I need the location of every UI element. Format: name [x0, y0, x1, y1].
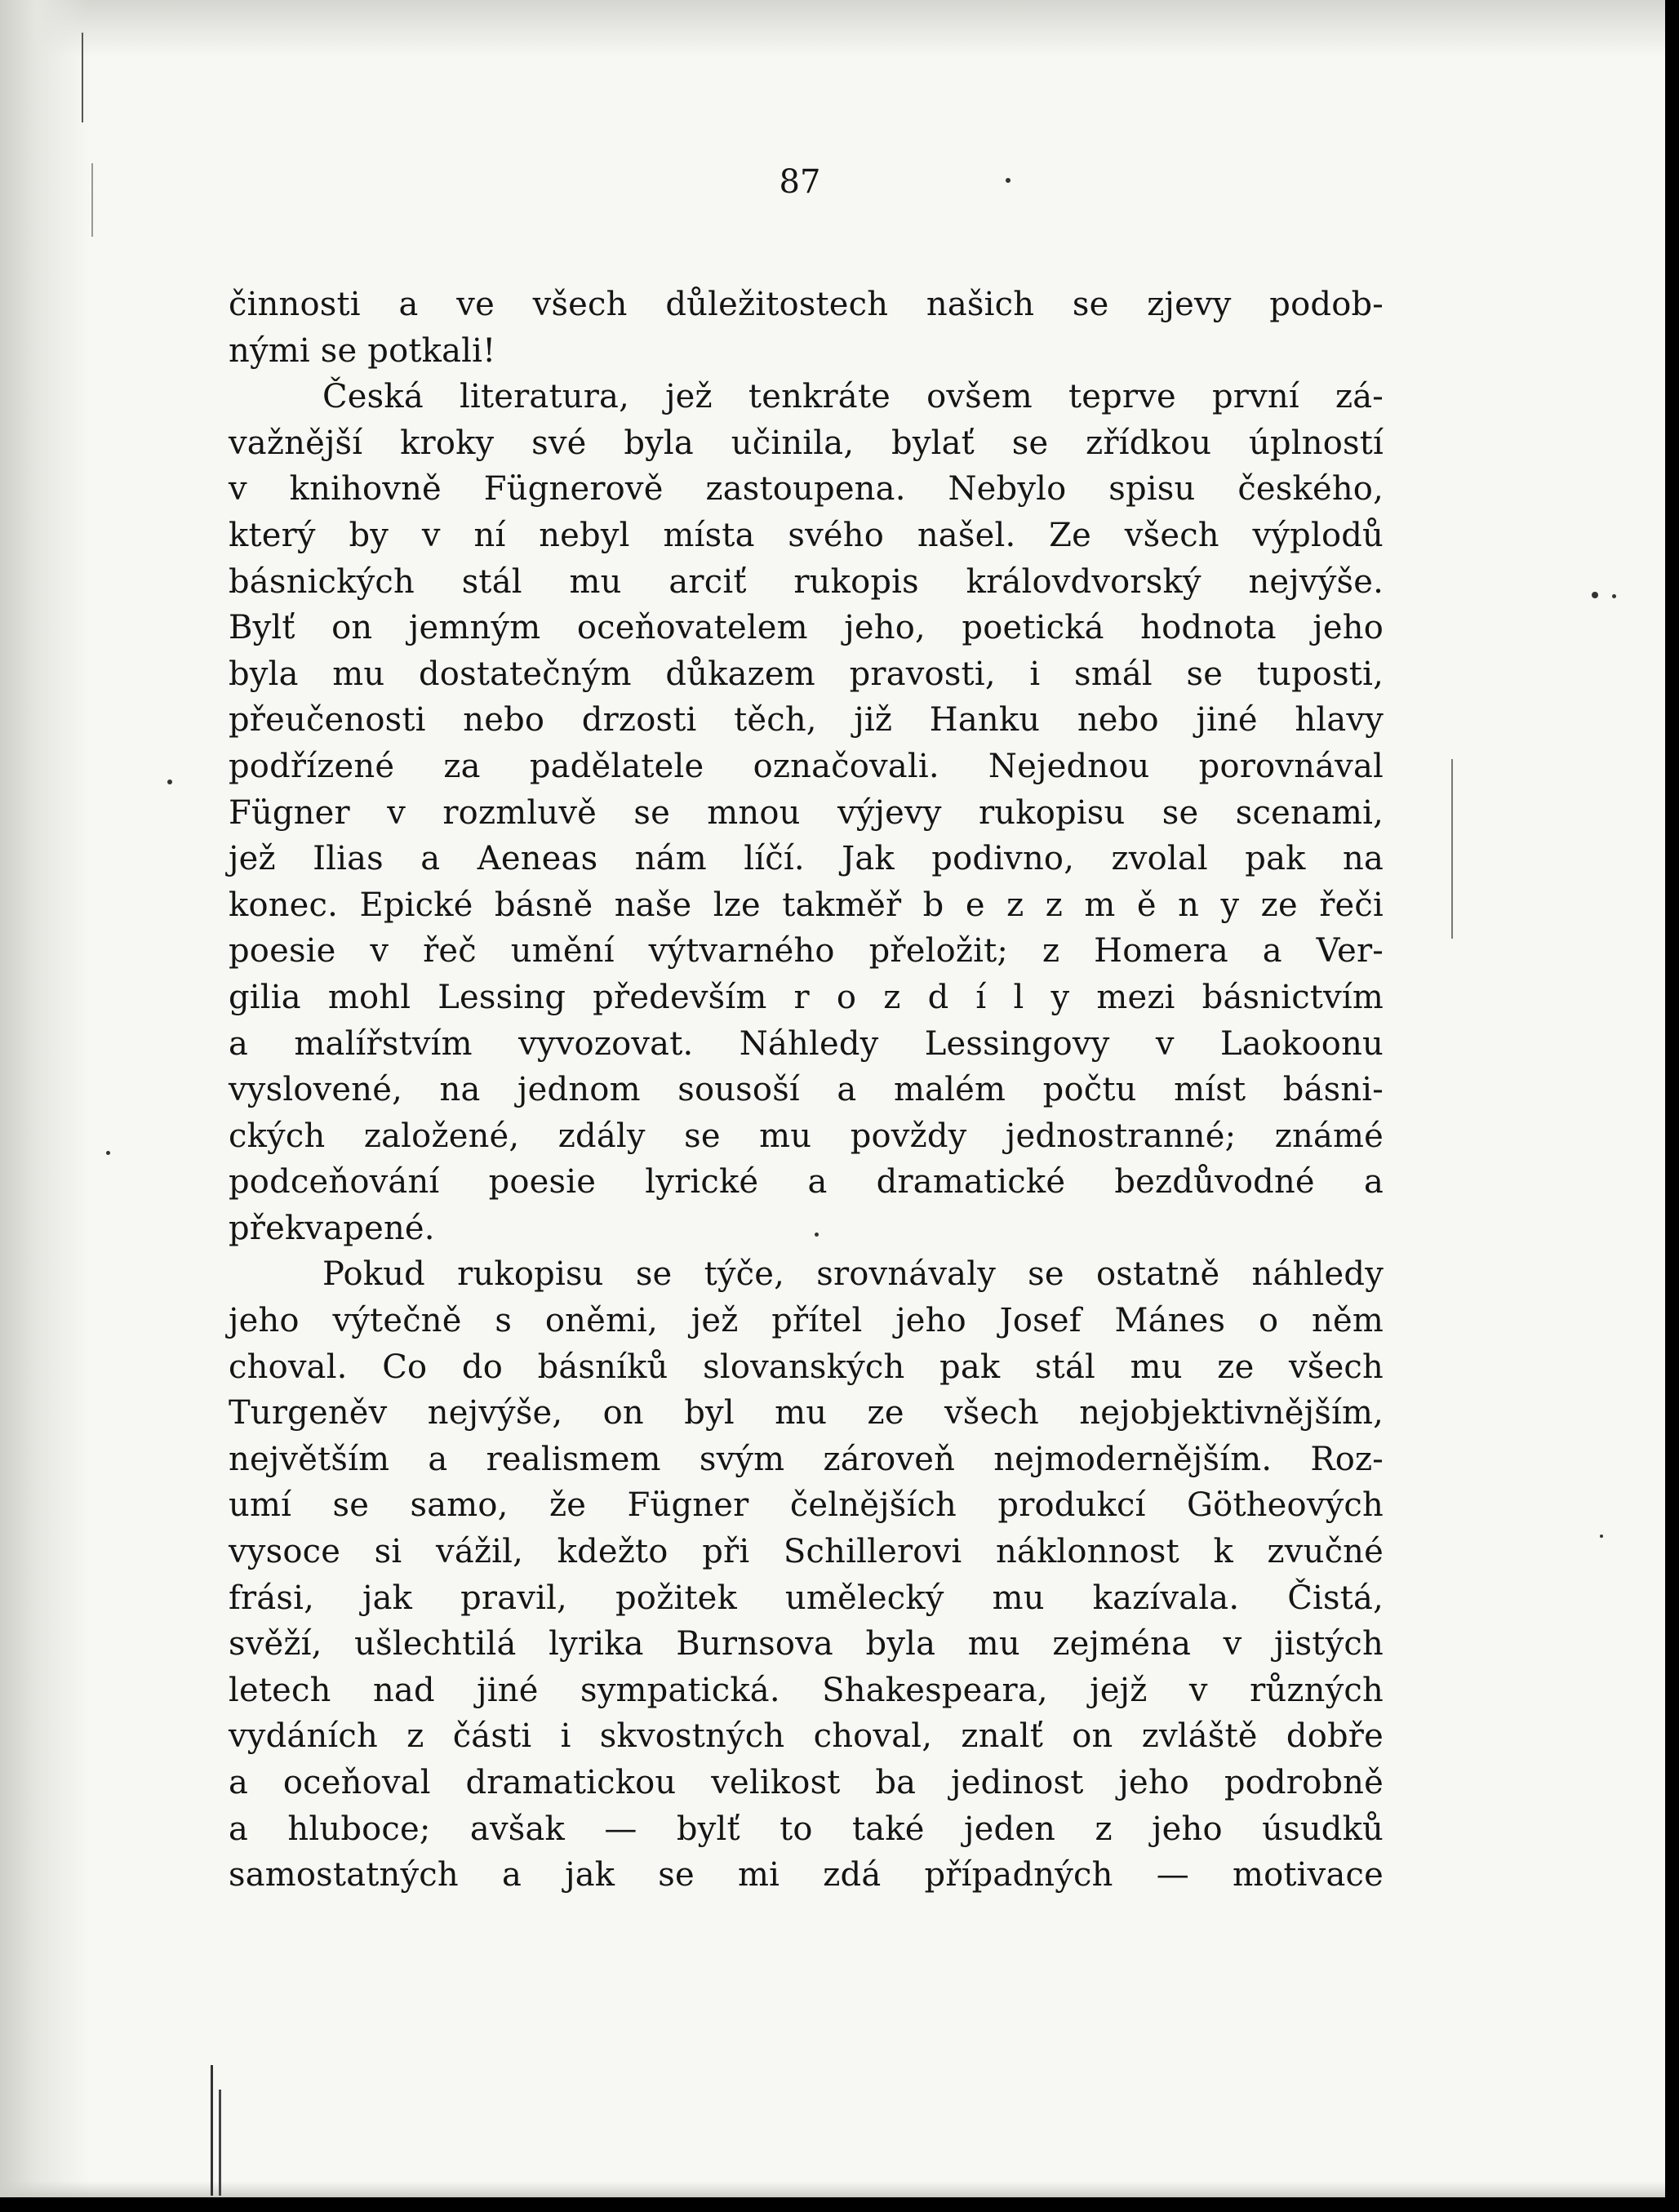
text-line: byla mu dostatečným důkazem pravosti, i smál se tuposti,: [229, 655, 1384, 693]
text-line: v knihovně Fügnerově zastoupena. Nebylo spisu českého,: [229, 470, 1384, 509]
text-line: umí se samo, že Fügner čelnějších produkcí Götheových: [229, 1486, 1384, 1525]
text-line: překvapené.: [229, 1209, 435, 1247]
scan-artifact-line: [219, 2090, 221, 2196]
text-line: vydáních z části i skvostných choval, znalť on zvláště dobře: [229, 1717, 1384, 1756]
scan-artifact-line: [91, 163, 93, 237]
scan-speck: [1592, 592, 1598, 598]
body-text: [229, 282, 1384, 1899]
text-line: básnických stál mu arciť rukopis královdvorský nejvýše.: [229, 562, 1384, 601]
text-line: Turgeněv nejvýše, on byl mu ze všech nejobjektivnějším,: [229, 1394, 1384, 1432]
scan-speck: [1600, 1535, 1603, 1538]
text-line: ckých založené, zdály se mu povždy jednostranné; známé: [229, 1117, 1384, 1155]
text-line: a malířstvím vyvozovat. Náhledy Lessingovy v Laokoonu: [229, 1024, 1384, 1063]
text-line: činnosti a ve všech důležitostech našich se zjevy podob-: [229, 286, 1384, 323]
text-line: jeho výtečně s oněmi, jež přítel jeho Josef Mánes o něm: [229, 1302, 1384, 1340]
text-line: važnější kroky své byla učinila, bylať se zřídkou úplností: [229, 424, 1384, 462]
scan-speck: [1612, 594, 1616, 598]
page-left-shadow: [0, 0, 90, 2197]
text-line: gilia mohl Lessing především r o z d í l y mezi básnictvím: [229, 978, 1384, 1016]
scan-speck: [167, 780, 172, 784]
text-line: Fügner v rozmluvě se mnou výjevy rukopisu se scenami,: [229, 793, 1384, 832]
text-line: Česká literatura, jež tenkráte ovšem teprve první zá-: [322, 378, 1384, 416]
text-line: a hluboce; avšak — bylť to také jeden z jeho úsudků: [229, 1810, 1384, 1848]
scan-speck: [1006, 178, 1011, 183]
text-line: samostatných a jak se mi zdá případných — motivace: [229, 1856, 1384, 1894]
text-line: jež Ilias a Aeneas nám líčí. Jak podivno, zvolal pak na: [229, 840, 1384, 878]
page-top-shadow: [0, 0, 1665, 57]
text-line: letech nad jiné sympatická. Shakespeara, jejž v různých: [229, 1671, 1384, 1709]
text-line: nými se potkali!: [229, 331, 496, 370]
scan-speck: [106, 1151, 110, 1155]
text-line: podřízené za padělatele označovali. Nejednou porovnával: [229, 747, 1384, 785]
scan-artifact-line: [82, 33, 83, 122]
text-line: největším a realismem svým zároveň nejmodernějším. Roz-: [229, 1440, 1384, 1478]
page-number: 87: [779, 163, 821, 201]
text-line: frási, jak pravil, požitek umělecký mu kazívala. Čistá,: [229, 1579, 1384, 1617]
text-line: přeučenosti nebo drzosti těch, již Hanku nebo jiné hlavy: [229, 701, 1384, 740]
scan-artifact-line: [1451, 759, 1453, 939]
scan-artifact-line: [211, 2065, 213, 2196]
text-line: vyslovené, na jednom sousoší a malém počtu míst básni-: [229, 1071, 1384, 1109]
text-line: poesie v řeč umění výtvarného přeložit; z Homera a Ver-: [229, 932, 1384, 971]
text-line: Bylť on jemným oceňovatelem jeho, poetická hodnota jeho: [229, 609, 1384, 647]
text-line: vysoce si vážil, kdežto při Schillerovi náklonnost k zvučné: [229, 1533, 1384, 1571]
text-line: který by v ní nebyl místa svého našel. Ze všech výplodů: [229, 516, 1384, 554]
text-line: podceňování poesie lyrické a dramatické bezdůvodné a: [229, 1163, 1384, 1201]
text-line: svěží, ušlechtilá lyrika Burnsova byla mu zejména v jistých: [229, 1625, 1384, 1663]
page-bottom-shadow: [0, 2181, 1665, 2197]
text-line: konec. Epické básně naše lze takměř b e z z m ě n y ze řeči: [229, 886, 1384, 924]
text-line: choval. Co do básníků slovanských pak stál mu ze všech: [229, 1348, 1384, 1386]
text-line: Pokud rukopisu se týče, srovnávaly se ostatně náhledy: [322, 1255, 1384, 1294]
text-line: a oceňoval dramatickou velikost ba jedinost jeho podrobně: [229, 1764, 1384, 1801]
